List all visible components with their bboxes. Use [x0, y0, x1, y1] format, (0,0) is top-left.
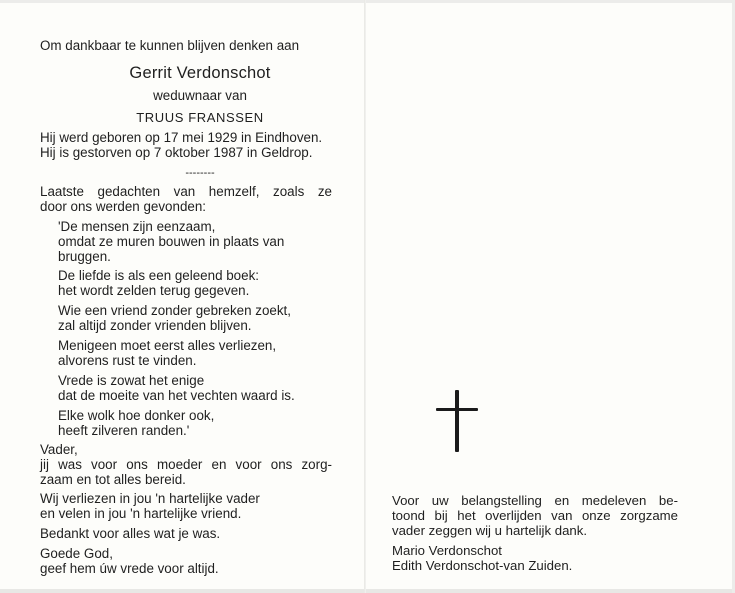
thoughts-intro-line: door ons werden gevonden:	[40, 199, 207, 214]
quote-line: bruggen.	[58, 249, 111, 264]
closing-line: Vader,	[40, 442, 78, 457]
cross-icon	[436, 390, 478, 452]
quote-line: het wordt zelden terug gegeven.	[58, 283, 250, 298]
card-top-edge	[0, 0, 735, 3]
thanks-line: toond bij het overlijden van onze zorgzame	[392, 508, 678, 523]
divider: --------	[185, 167, 215, 179]
quote-line: dat de moeite van het vechten waard is.	[58, 388, 295, 403]
thoughts-intro-line: Laatste gedachten van hemzelf, zoals ze	[40, 184, 332, 199]
quote-line: alvorens rust te vinden.	[58, 353, 197, 368]
quote-line: heeft zilveren randen.'	[58, 423, 190, 438]
signature-line: Edith Verdonschot-van Zuiden.	[392, 558, 573, 573]
signature-line: Mario Verdonschot	[392, 543, 502, 558]
quote-line: De liefde is als een geleend boek:	[58, 268, 259, 283]
quote-line: Menigeen moet eerst alles verliezen,	[58, 338, 277, 353]
closing-line: en velen in jou 'n hartelijke vriend.	[40, 506, 242, 521]
deceased-name: Gerrit Verdonschot	[129, 64, 271, 82]
relation-text: weduwnaar van	[153, 88, 247, 103]
quote-line: 'De mensen zijn eenzaam,	[58, 219, 216, 234]
intro-text: Om dankbaar te kunnen blijven denken aan	[40, 38, 300, 53]
quote-line: Elke wolk hoe donker ook,	[58, 408, 215, 423]
closing-line: Goede God,	[40, 546, 113, 561]
closing-line: jij was voor ons moeder en voor ons zorg-	[40, 457, 332, 472]
closing-line: Wij verliezen in jou 'n hartelijke vader	[40, 491, 260, 506]
quote-line: omdat ze muren bouwen in plaats van	[58, 234, 285, 249]
birth-line: Hij werd geboren op 17 mei 1929 in Eindhoven.	[40, 130, 323, 145]
closing-line: geef hem úw vrede voor altijd.	[40, 561, 219, 576]
card-bottom-edge	[0, 589, 735, 593]
spouse-name: TRUUS FRANSSEN	[136, 110, 264, 125]
thanks-line: Voor uw belangstelling en medeleven be-	[392, 493, 678, 508]
card-fold	[364, 0, 366, 593]
thanks-line: vader zeggen wij u hartelijk dank.	[392, 523, 587, 538]
quote-line: Wie een vriend zonder gebreken zoekt,	[58, 303, 291, 318]
quote-line: zal altijd zonder vrienden blijven.	[58, 318, 252, 333]
quote-line: Vrede is zowat het enige	[58, 373, 205, 388]
death-line: Hij is gestorven op 7 oktober 1987 in Geldrop.	[40, 145, 313, 160]
closing-line: Bedankt voor alles wat je was.	[40, 526, 221, 541]
closing-line: zaam en tot alles bereid.	[40, 472, 186, 487]
